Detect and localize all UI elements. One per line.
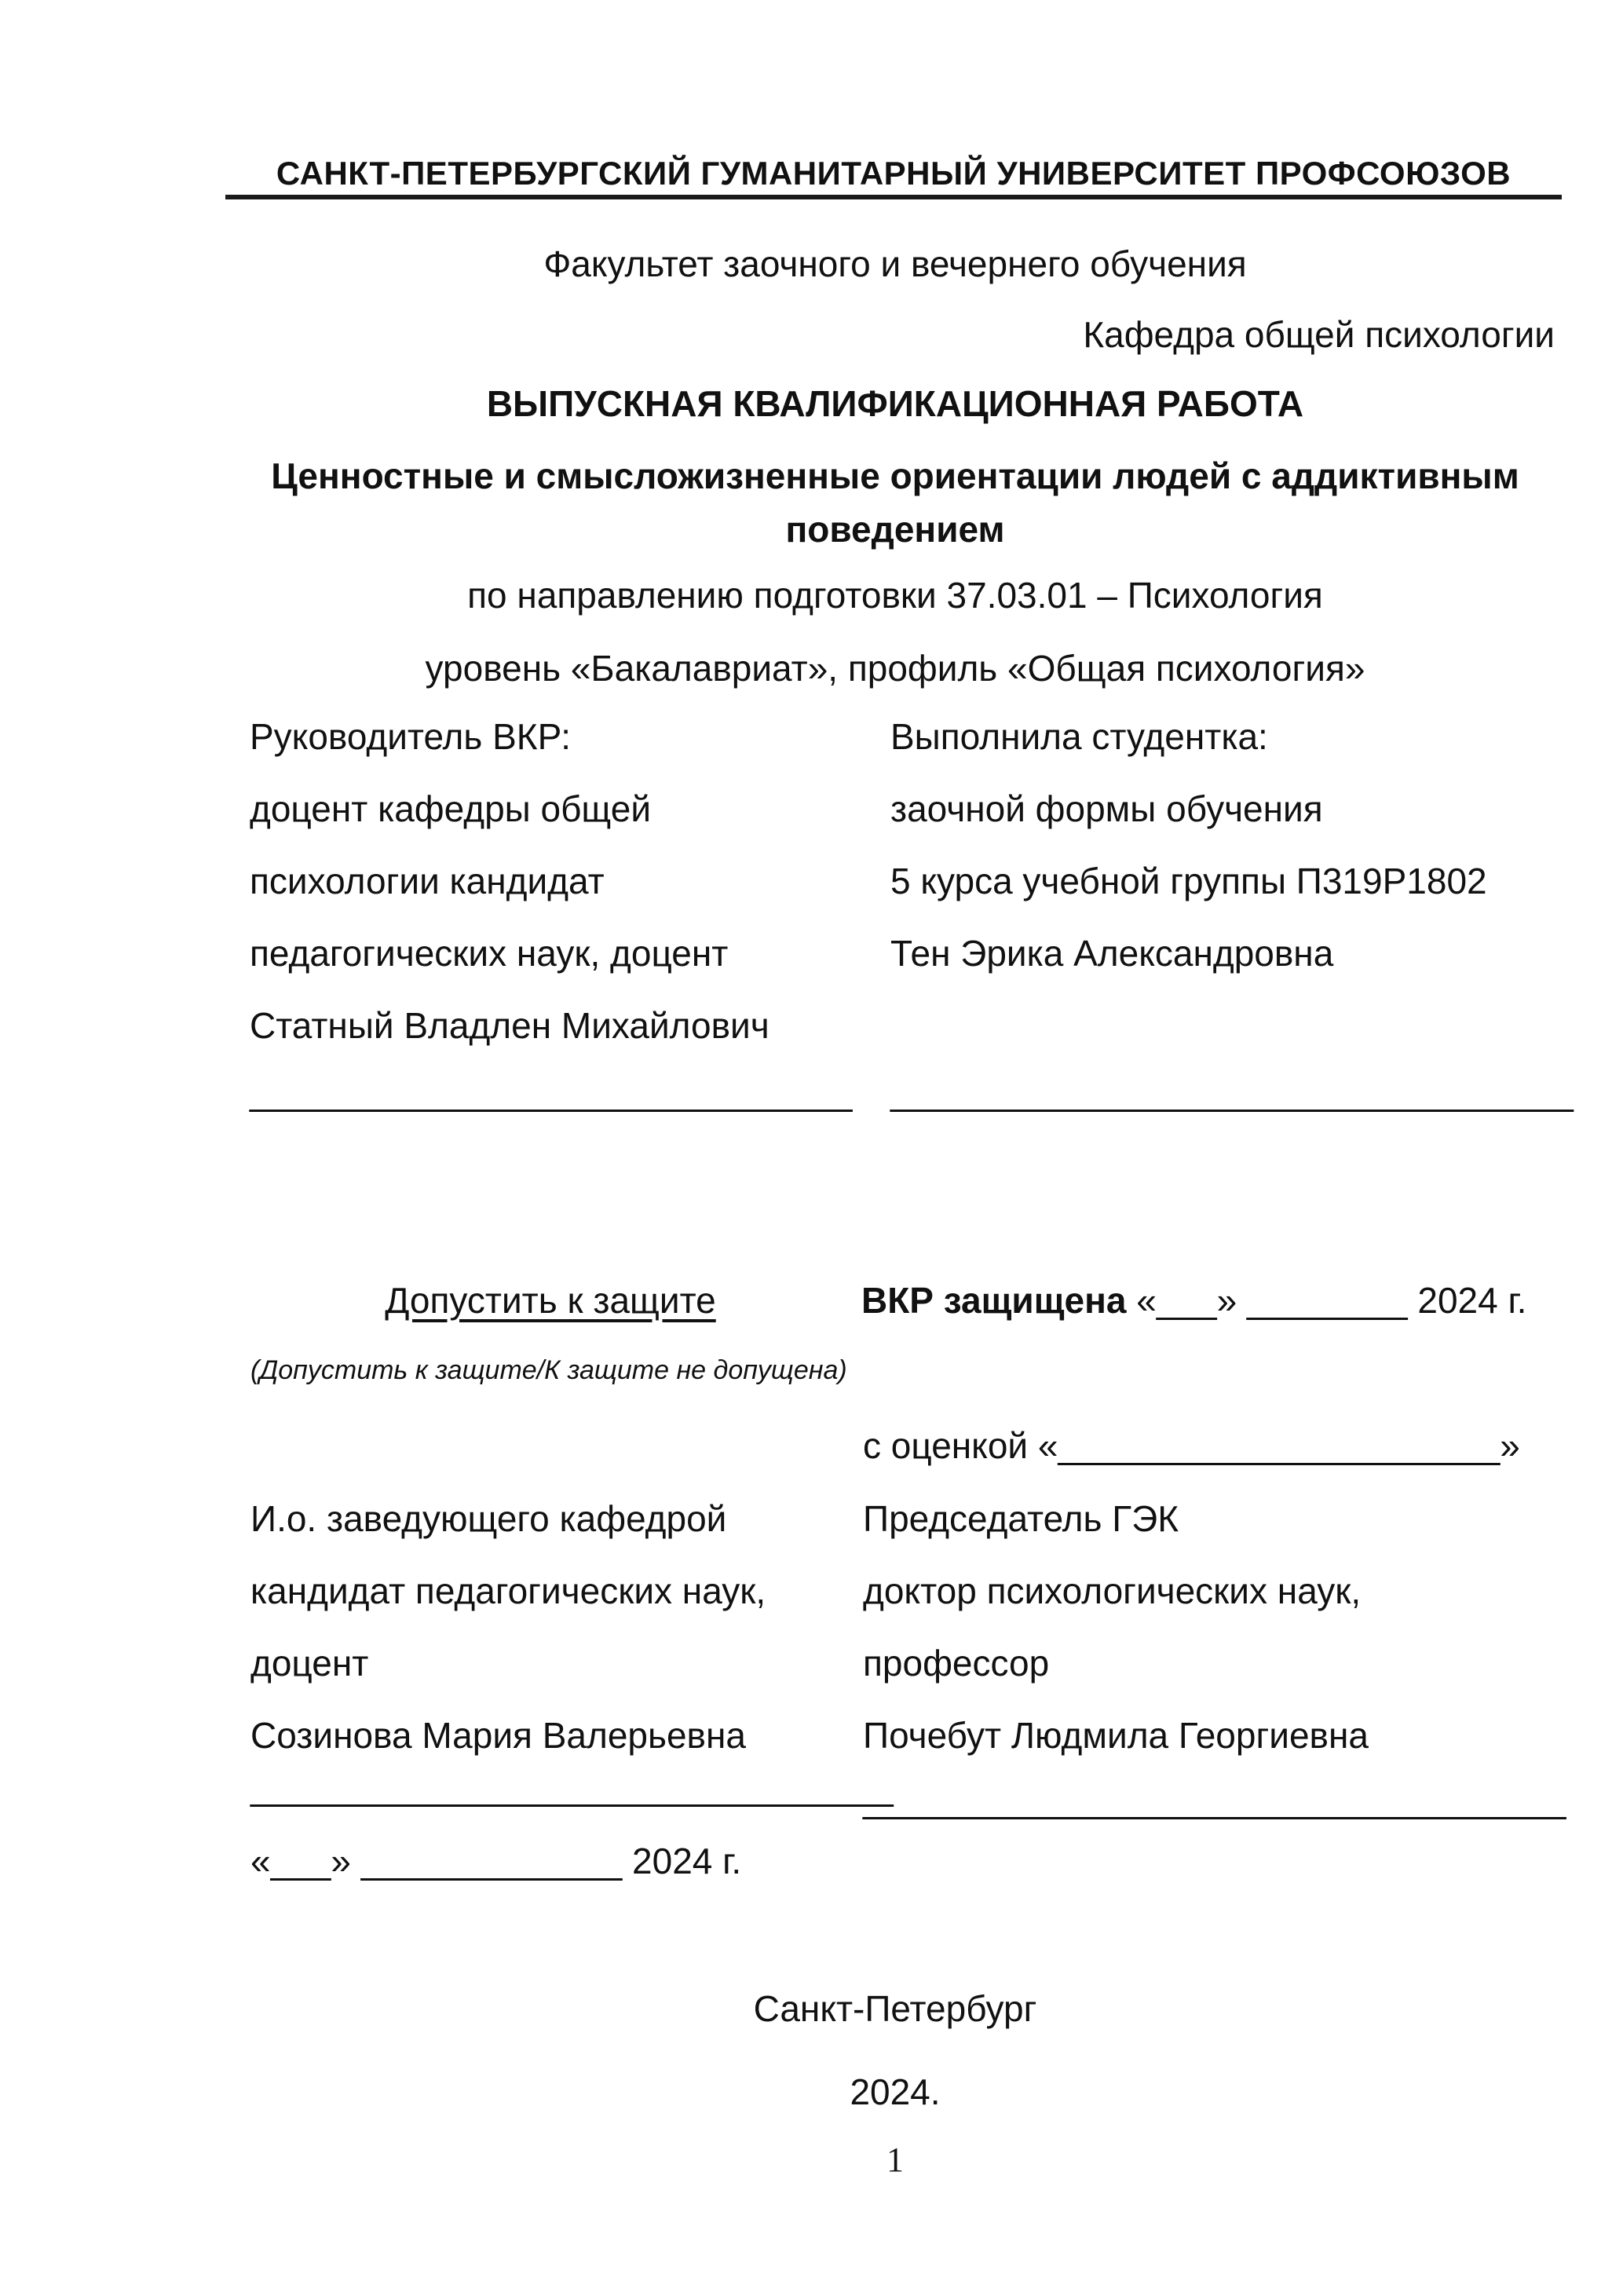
student-label: Выполнила студентка: bbox=[890, 716, 1268, 757]
header-rule bbox=[225, 195, 1562, 199]
admission-signature-line: ________________________________ bbox=[250, 1767, 894, 1808]
work-type-heading: ВЫПУСКНАЯ КВАЛИФИКАЦИОННАЯ РАБОТА bbox=[486, 383, 1304, 424]
student-line: заочной формы обучения bbox=[890, 788, 1323, 829]
supervisor-label: Руководитель ВКР: bbox=[250, 716, 572, 757]
chair-line: профессор bbox=[863, 1643, 1050, 1684]
thesis-title-line-2: поведением bbox=[785, 509, 1005, 550]
student-name: Тен Эрика Александровна bbox=[890, 933, 1334, 974]
chair-signature-line: ___________________________________ bbox=[863, 1779, 1566, 1820]
student-signature-line: __________________________________ bbox=[890, 1072, 1574, 1113]
defense-status-line bbox=[861, 1280, 1526, 1322]
page-number: 1 bbox=[886, 2141, 904, 2179]
defense-status-label: ВКР защищена bbox=[861, 1280, 1127, 1321]
supervisor-signature-line: ______________________________ bbox=[250, 1072, 853, 1113]
admission-official-line: доцент bbox=[250, 1643, 369, 1684]
admission-official-name: Созинова Мария Валерьевна bbox=[250, 1715, 746, 1756]
year-line: 2024. bbox=[850, 2071, 941, 2112]
thesis-title-line-1: Ценностные и смысложизненные ориентации людей с аддиктивным bbox=[271, 455, 1519, 496]
admission-title: Допустить к защите bbox=[385, 1280, 716, 1321]
admission-date-line: «___» _____________ 2024 г. bbox=[250, 1841, 742, 1881]
admission-official-line: кандидат педагогических наук, bbox=[250, 1570, 766, 1611]
grade-line: с оценкой «______________________» bbox=[863, 1425, 1520, 1466]
supervisor-line: педагогических наук, доцент bbox=[250, 933, 729, 974]
supervisor-line: психологии кандидат bbox=[250, 861, 605, 901]
admission-note: (Допустить к защите/К защите не допущена) bbox=[250, 1355, 847, 1385]
defense-status-blank: «___» ________ 2024 г. bbox=[1136, 1280, 1527, 1321]
chair-name: Почебут Людмила Георгиевна bbox=[863, 1715, 1369, 1756]
chair-line: Председатель ГЭК bbox=[863, 1498, 1179, 1539]
faculty-line: Факультет заочного и вечернего обучения bbox=[543, 243, 1247, 284]
department-line: Кафедра общей психологии bbox=[1083, 314, 1555, 355]
level-line: уровень «Бакалавриат», профиль «Общая психология» bbox=[425, 648, 1365, 689]
supervisor-name: Статный Владлен Михайлович bbox=[250, 1005, 769, 1046]
university-header: САНКТ-ПЕТЕРБУРГСКИЙ ГУМАНИТАРНЫЙ УНИВЕРСИТЕТ ПРОФСОЮЗОВ bbox=[276, 155, 1512, 192]
admission-official-line: И.о. заведующего кафедрой bbox=[250, 1498, 727, 1539]
city-line: Санкт-Петербург bbox=[753, 1988, 1037, 2029]
supervisor-line: доцент кафедры общей bbox=[250, 788, 652, 829]
student-line: 5 курса учебной группы П319Р1802 bbox=[890, 861, 1487, 901]
program-line: по направлению подготовки 37.03.01 – Психология bbox=[467, 575, 1323, 616]
chair-line: доктор психологических наук, bbox=[863, 1570, 1362, 1611]
